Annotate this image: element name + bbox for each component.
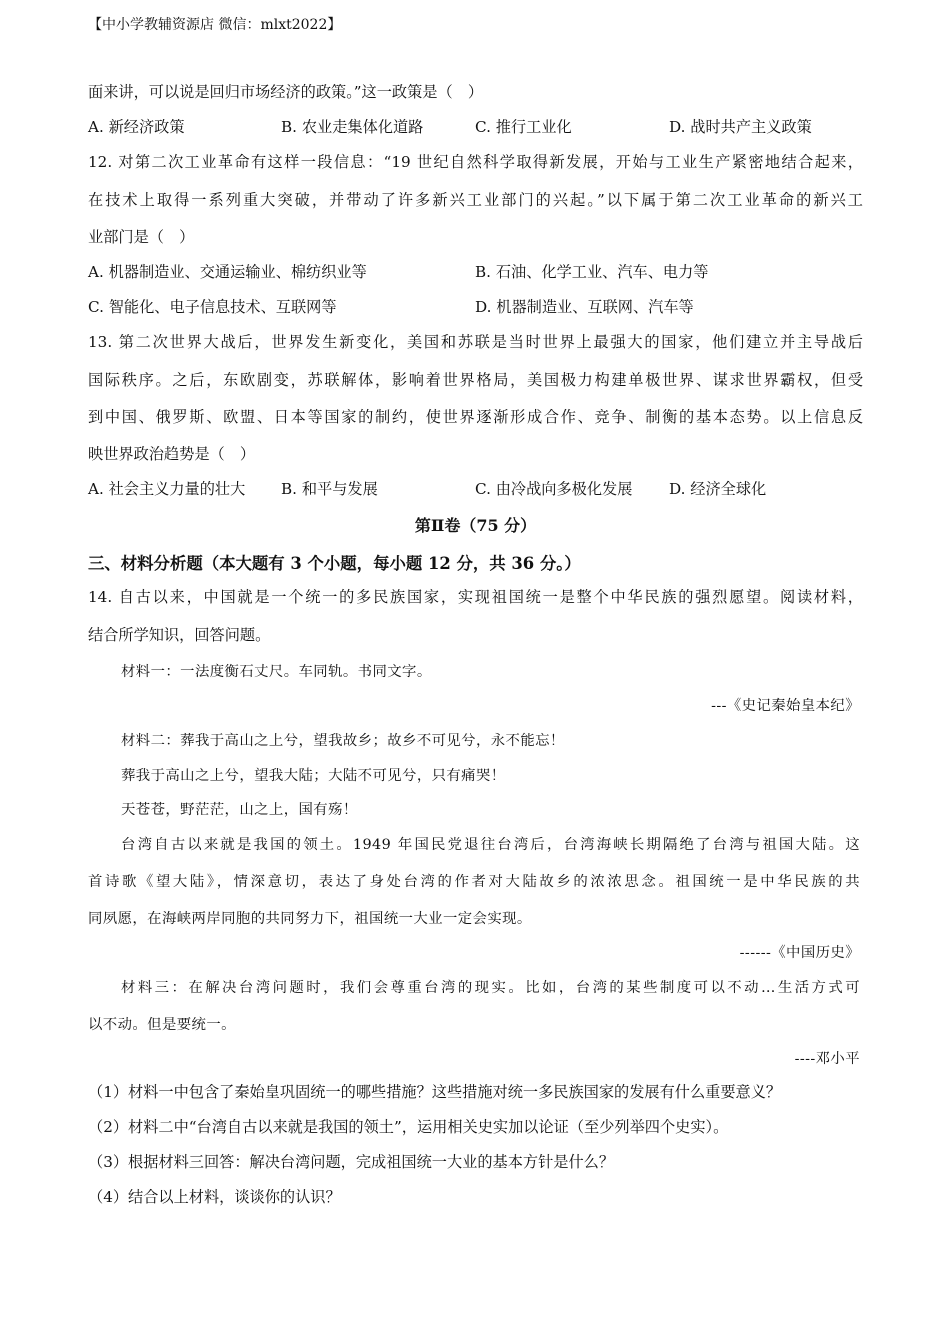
q14-line-2: 结合所学知识，回答问题。 xyxy=(88,626,271,644)
material2-para-line-3: 同夙愿，在海峡两岸同胞的共同努力下，祖国统一大业一定会实现。 xyxy=(88,911,532,927)
section3-title: 三、材料分析题（本大题有 3 个小题，每小题 12 分，共 36 分。） xyxy=(88,554,581,573)
q14-line-1: 14. 自古以来，中国就是一个统一的多民族国家，实现祖国统一是整个中华民族的强烈愿望。阅读材料， xyxy=(88,588,863,606)
material1-text: 材料一：一法度衡石丈尺。车同轨。书同文字。 xyxy=(121,664,432,680)
material2-source: ------《中国历史》 xyxy=(739,945,860,961)
q12-option-d: D. 机器制造业、互联网、汽车等 xyxy=(475,298,694,316)
material2-poem-line-2: 葬我于高山之上兮，望我大陆；大陆不可见兮，只有痛哭！ xyxy=(121,768,506,784)
material2-poem-line-3: 天苍苍，野茫茫，山之上，国有殇！ xyxy=(121,802,358,818)
q13-line-1: 13. 第二次世界大战后，世界发生新变化，美国和苏联是当时世界上最强大的国家，他们建立并主导战后 xyxy=(88,333,863,351)
q13-line-2: 国际秩序。之后，东欧剧变，苏联解体，影响着世界格局，美国极力构建单极世界、谋求世界霸权，但受 xyxy=(88,371,863,389)
q11-stem: 面来讲，可以说是回归市场经济的政策。”这一政策是（ ） xyxy=(88,83,484,101)
q12-line-1: 12. 对第二次工业革命有这样一段信息：“19 世纪自然科学取得新发展，开始与工业生产紧密地结合起来， xyxy=(88,153,863,171)
q11-option-c: C. 推行工业化 xyxy=(475,118,572,136)
q13-option-d: D. 经济全球化 xyxy=(669,480,767,498)
q13-option-c: C. 由冷战向多极化发展 xyxy=(475,480,633,498)
material2-poem-line-1: 材料二：葬我于高山之上兮，望我故乡；故乡不可见兮，永不能忘！ xyxy=(121,733,565,749)
q11-option-b: B. 农业走集体化道路 xyxy=(281,118,424,136)
q11-option-a: A. 新经济政策 xyxy=(88,118,185,136)
page-header: 【中小学教辅资源店 微信：mlxt2022】 xyxy=(88,17,342,33)
q13-line-4: 映世界政治趋势是（ ） xyxy=(88,445,256,463)
q12-line-3: 业部门是（ ） xyxy=(88,228,195,246)
q13-option-a: A. 社会主义力量的壮大 xyxy=(88,480,246,498)
material1-source: ---《史记秦始皇本纪》 xyxy=(711,698,860,714)
material2-para-line-2: 首诗歌《望大陆》，情深意切，表达了身处台湾的作者对大陆故乡的浓浓思念。祖国统一是中华民族的共 xyxy=(88,874,860,890)
part2-title: 第Ⅱ卷（75 分） xyxy=(414,516,537,535)
q13-line-3: 到中国、俄罗斯、欧盟、日本等国家的制约，使世界逐渐形成合作、竞争、制衡的基本态势。以上信息反 xyxy=(88,408,863,426)
q11-option-d: D. 战时共产主义政策 xyxy=(669,118,812,136)
q12-option-c: C. 智能化、电子信息技术、互联网等 xyxy=(88,298,337,316)
q14-subquestion-4: （4）结合以上材料，谈谈你的认识？ xyxy=(88,1188,341,1206)
q14-subquestion-3: （3）根据材料三回答：解决台湾问题，完成祖国统一大业的基本方针是什么？ xyxy=(88,1153,615,1171)
q14-subquestion-1: （1）材料一中包含了秦始皇巩固统一的哪些措施？这些措施对统一多民族国家的发展有什么重要意义？ xyxy=(88,1083,782,1101)
material3-source: ----邓小平 xyxy=(794,1051,860,1067)
q12-option-a: A. 机器制造业、交通运输业、棉纺织业等 xyxy=(88,263,367,281)
q13-option-b: B. 和平与发展 xyxy=(281,480,378,498)
q14-subquestion-2: （2）材料二中“台湾自古以来就是我国的领土”，运用相关史实加以论证（至少列举四个史实）。 xyxy=(88,1118,729,1136)
q12-option-b: B. 石油、化学工业、汽车、电力等 xyxy=(475,263,709,281)
material2-para-line-1: 台湾自古以来就是我国的领土。1949 年国民党退往台湾后，台湾海峡长期隔绝了台湾与祖国大陆。这 xyxy=(121,837,860,853)
q12-line-2: 在技术上取得一系列重大突破，并带动了许多新兴工业部门的兴起。”以下属于第二次工业革命的新兴工 xyxy=(88,191,863,209)
material3-line-1: 材料三：在解决台湾问题时，我们会尊重台湾的现实。比如，台湾的某些制度可以不动…生活方式可 xyxy=(121,980,860,996)
material3-line-2: 以不动。但是要统一。 xyxy=(88,1017,236,1033)
